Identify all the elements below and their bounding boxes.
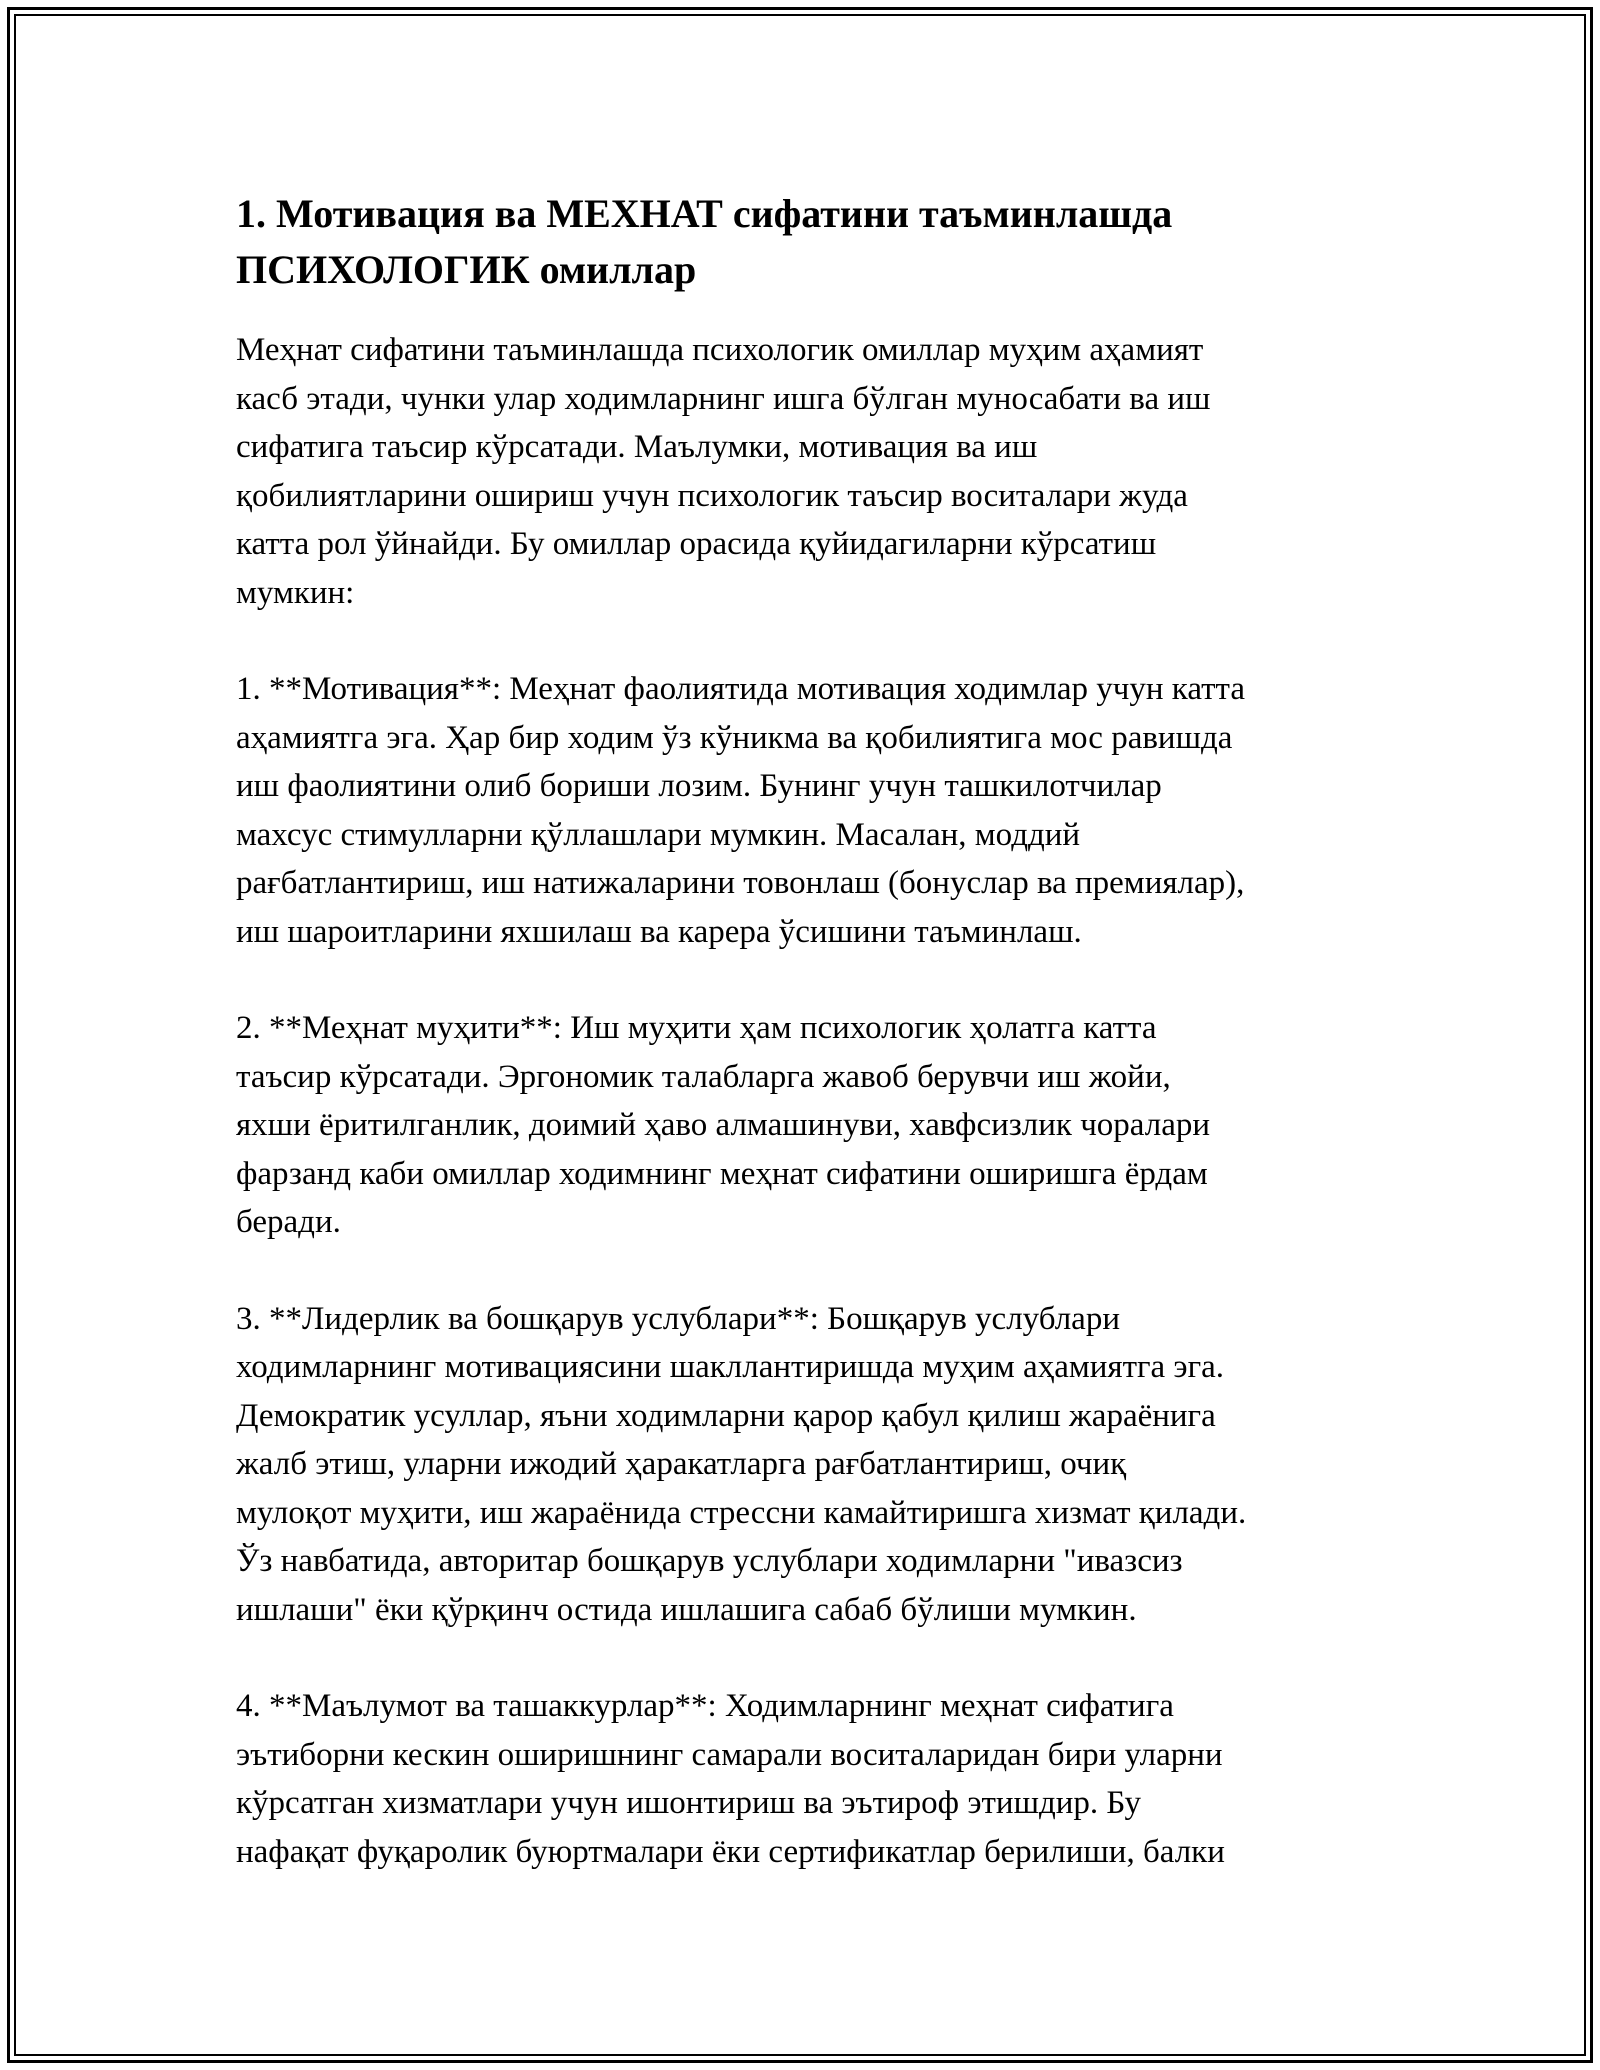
text-line: мулоқот муҳити, иш жараёнида стрессни камайтиришга хизмат қилади. [236, 1494, 1247, 1531]
document-body [236, 186, 1396, 1924]
text-line: фарзанд каби омиллар ходимнинг меҳнат сифатини оширишга ёрдам [236, 1155, 1208, 1192]
text-line: ишлаши" ёки қўрқинч остида ишлашига сабаб бўлиши мумкин. [236, 1591, 1137, 1628]
text-line: касб этади, чунки улар ходимларнинг ишга бўлган муносабати ва иш [236, 380, 1211, 417]
text-line: сифатига таъсир кўрсатади. Маълумки, мотивация ва иш [236, 429, 1038, 465]
text-line: таъсир кўрсатади. Эргономик талабларга жавоб берувчи иш жойи, [236, 1058, 1171, 1095]
text-line: қобилиятларини ошириш учун психологик таъсир воситалари жуда [236, 477, 1188, 514]
document-title [236, 186, 1396, 298]
text-line: яхши ёритилганлик, доимий ҳаво алмашинуви, хавфсизлик чоралари [236, 1107, 1210, 1143]
text-line: жалб этиш, уларни ижодий ҳаракатларга рағбатлантириш, очиқ [236, 1446, 1127, 1482]
text-line: 2. **Меҳнат муҳити**: Иш муҳити ҳам психологик ҳолатга катта [236, 1010, 1157, 1046]
text-line: иш фаолиятини олиб бориши лозим. Бунинг учун ташкилотчилар [236, 768, 1162, 804]
text-line: 4. **Маълумот ва ташаккурлар**: Ходимларнинг меҳнат сифатига [236, 1688, 1174, 1724]
text-line: Ўз навбатида, авторитар бошқарув услублари ходимларни "ивазсиз [236, 1543, 1183, 1579]
intro-paragraph [236, 326, 1396, 617]
text-line: 3. **Лидерлик ва бошқарув услублари**: Бошқарув услублари [236, 1300, 1120, 1337]
title-line-2: ПСИХОЛОГИК омиллар [236, 247, 697, 292]
text-line: беради. [236, 1204, 341, 1240]
text-line: ходимларнинг мотивациясини шакллантиришда муҳим аҳамиятга эга. [236, 1349, 1225, 1385]
text-line: нафақат фуқаролик буюртмалари ёки сертификатлар берилиши, балки [236, 1833, 1225, 1870]
text-line: аҳамиятга эга. Ҳар бир ходим ўз кўникма ва қобилиятига мос равишда [236, 719, 1233, 756]
point-1-motivation-paragraph [236, 665, 1396, 956]
text-line: эътиборни кескин оширишнинг самарали воситаларидан бири уларни [236, 1736, 1223, 1773]
text-line: махсус стимулларни қўллашлари мумкин. Масалан, моддий [236, 816, 1081, 853]
text-line: иш шароитларини яхшилаш ва карера ўсишини таъминлаш. [236, 913, 1082, 950]
point-4-recognition-paragraph [236, 1682, 1396, 1876]
point-3-leadership-paragraph [236, 1295, 1396, 1635]
text-line: Демократик усуллар, яъни ходимларни қарор қабул қилиш жараёнига [236, 1397, 1216, 1434]
text-line: Меҳнат сифатини таъминлашда психологик омиллар муҳим аҳамият [236, 332, 1204, 368]
text-line: 1. **Мотивация**: Меҳнат фаолиятида мотивация ходимлар учун катта [236, 671, 1246, 707]
point-2-work-environment-paragraph [236, 1004, 1396, 1247]
text-line: катта рол ўйнайди. Бу омиллар орасида қуйидагиларни кўрсатиш [236, 526, 1157, 562]
title-line-1: 1. Мотивация ва МЕХНАТ сифатини таъминлашда [236, 191, 1173, 236]
text-line: кўрсатган хизматлари учун ишонтириш ва эътироф этишдир. Бу [236, 1785, 1142, 1821]
text-line: рағбатлантириш, иш натижаларини товонлаш (бонуслар ва премиялар), [236, 865, 1245, 901]
text-line: мумкин: [236, 574, 355, 611]
